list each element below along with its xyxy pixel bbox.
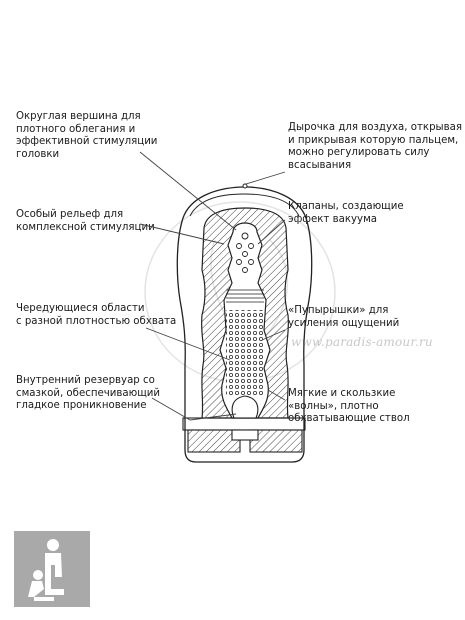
label-lube-reservoir: Внутренний резервуар со смазкой, обеспечивающий гладкое проникновение xyxy=(16,375,161,412)
lube-reservoir xyxy=(232,396,258,418)
label-air-hole: Дырочка для воздуха, открывая и прикрывая которую пальцем, можно регулировать силу всасывания xyxy=(288,122,462,171)
label-waves: Мягкие и скользкие «волны», плотно обхватывающие ствол xyxy=(288,388,410,425)
air-hole-icon xyxy=(243,184,247,188)
base-cap xyxy=(183,418,305,452)
label-bubbles: «Пупырышки» для усиления ощущений xyxy=(288,305,400,329)
watermark-text: www.paradis-amour.ru xyxy=(291,335,433,349)
label-vacuum-valves: Клапаны, создающие эффект вакуума xyxy=(288,201,404,225)
label-round-tip: Округлая вершина для плотного облегания и эффективной стимуляции головки xyxy=(16,111,158,160)
label-alternating-zones: Чередующиеся области с разной плотностью обхвата xyxy=(16,303,177,327)
label-special-relief: Особый рельеф для комплексной стимуляции xyxy=(16,209,155,233)
bubble-texture xyxy=(226,310,264,396)
kneeling-position-icon xyxy=(14,531,90,607)
